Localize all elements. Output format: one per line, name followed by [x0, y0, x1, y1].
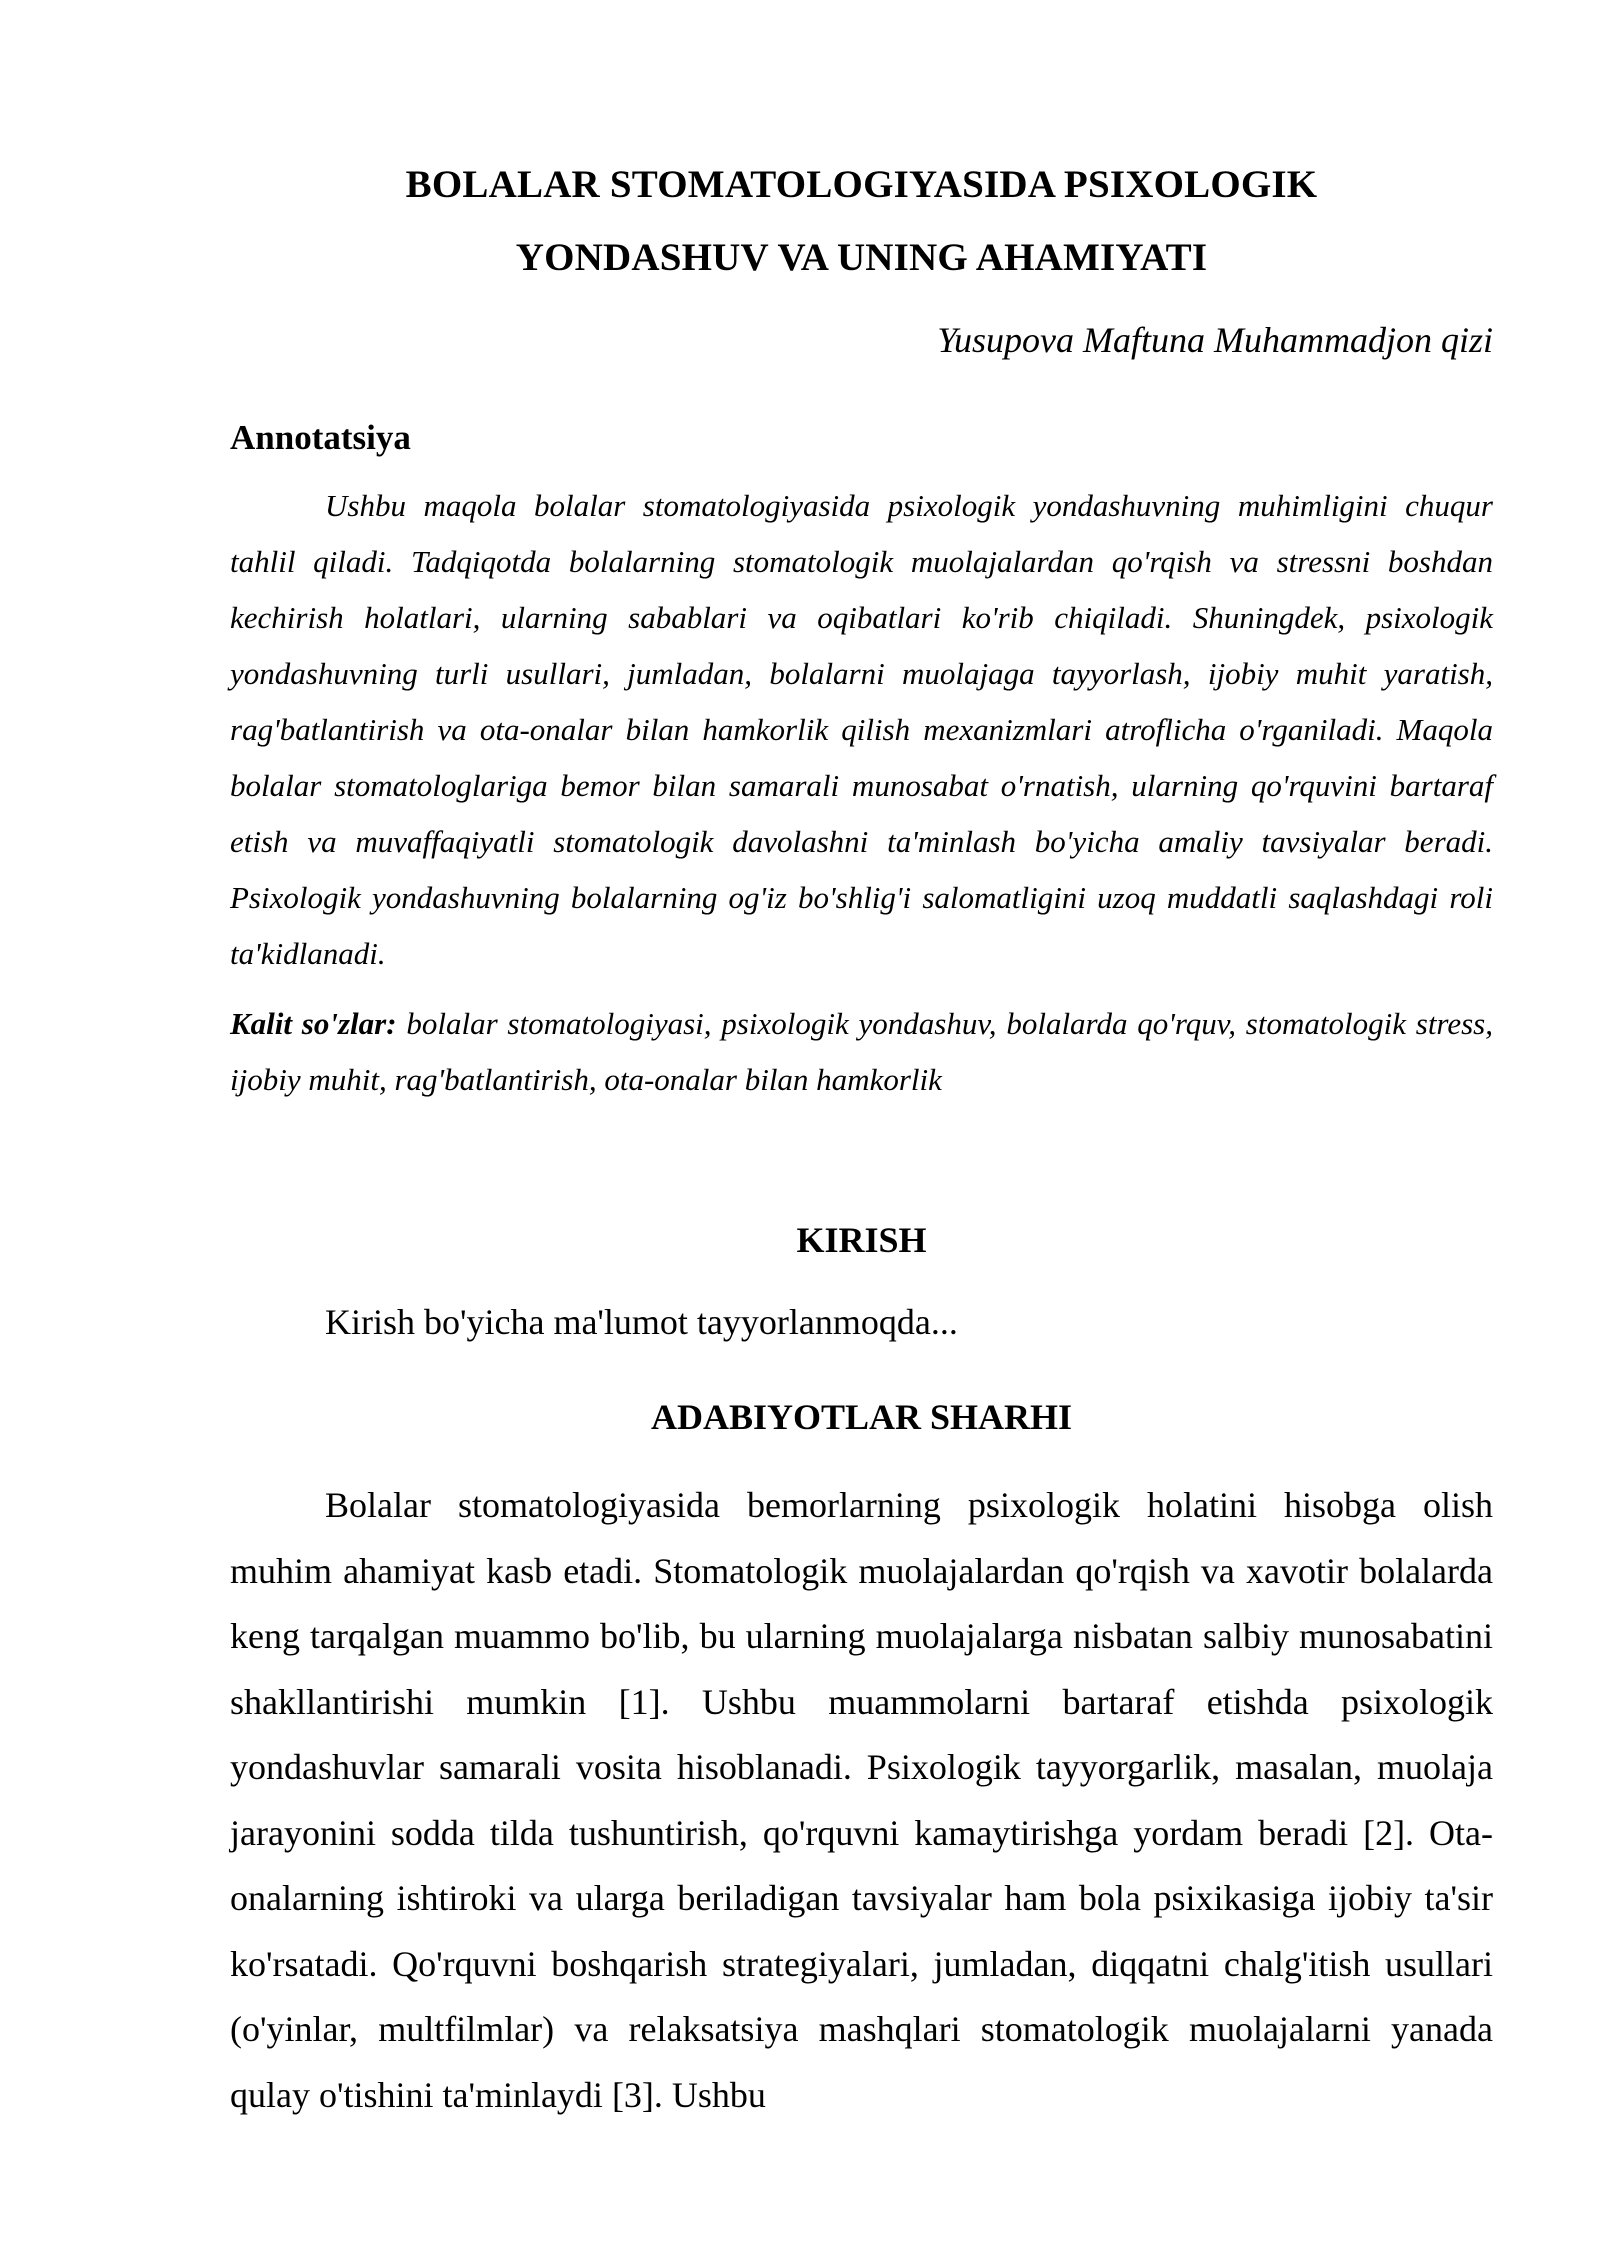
keywords	[230, 996, 1493, 1108]
paper-title	[230, 148, 1493, 294]
introduction-heading: KIRISH	[796, 1220, 927, 1260]
paper-title-line-1: BOLALAR STOMATOLOGIYASIDA PSIXOLOGIK	[405, 163, 1318, 206]
author-name: Yusupova Maftuna Muhammadjon qizi	[937, 320, 1493, 360]
keywords-text: bolalar stomatologiyasi, psixologik yondashuv, bolalarda qo'rquv, stomatologik stress, ijobiy muhit, rag'batlantirish, ota-onalar bilan hamkorlik	[230, 1006, 1493, 1097]
paper-title-line-2: YONDASHUV VA UNING AHAMIYATI	[515, 236, 1208, 279]
introduction-text: Kirish bo'yicha ma'lumot tayyorlanmoqda...	[325, 1302, 958, 1342]
literature-review-heading: ADABIYOTLAR SHARHI	[650, 1397, 1073, 1437]
keywords-label: Kalit so'zlar:	[230, 1006, 397, 1041]
abstract-heading: Annotatsiya	[230, 418, 411, 457]
abstract-text: Ushbu maqola bolalar stomatologiyasida psixologik yondashuvning muhimligini chuqur tahlil qiladi. Tadqiqotda bolalarning stomatologik muolajalardan qo'rqish va stressni boshdan kechirish holatlari, ularning sabablari va oqibatlari ko'rib chiqiladi. Shuningdek, psixologik yondashuvning turli usullari, jumladan, bolalarni muolajaga tayyorlash, ijobiy muhit yaratish, rag'batlantirish va ota-onalar bilan hamkorlik qilish mexanizmlari atroflicha o'rganiladi. Maqola bolalar stomatologlariga bemor bilan samarali munosabat o'rnatish, ularning qo'rquvini bartaraf etish va muvaffaqiyatli stomatologik davolashni ta'minlash bo'yicha amaliy tavsiyalar beradi. Psixologik yondashuvning bolalarning og'iz bo'shlig'i salomatligini uzoq muddatli saqlashdagi roli ta'kidlanadi.	[230, 488, 1493, 971]
literature-review-text: Bolalar stomatologiyasida bemorlarning psixologik holatini hisobga olish muhim ahamiyat kasb etadi. Stomatologik muolajalardan qo'rqish va xavotir bolalarda keng tarqalgan muammo bo'lib, bu ularning muolajalarga nisbatan salbiy munosabatini shakllantirishi mumkin [1]. Ushbu muammolarni bartaraf etishda psixologik yondashuvlar samarali vosita hisoblanadi. Psixologik tayyorgarlik, masalan, muolaja jarayonini sodda tilda tushuntirish, qo'rquvni kamaytirishga yordam beradi [2]. Ota-onalarning ishtiroki va ularga beriladigan tavsiyalar ham bola psixikasiga ijobiy ta'sir ko'rsatadi. Qo'rquvni boshqarish strategiyalari, jumladan, diqqatni chalg'itish usullari (o'yinlar, multfilmlar) va relaksatsiya mashqlari stomatologik muolajalarni yanada qulay o'tishini ta'minlaydi [3]. Ushbu	[230, 1485, 1493, 2115]
